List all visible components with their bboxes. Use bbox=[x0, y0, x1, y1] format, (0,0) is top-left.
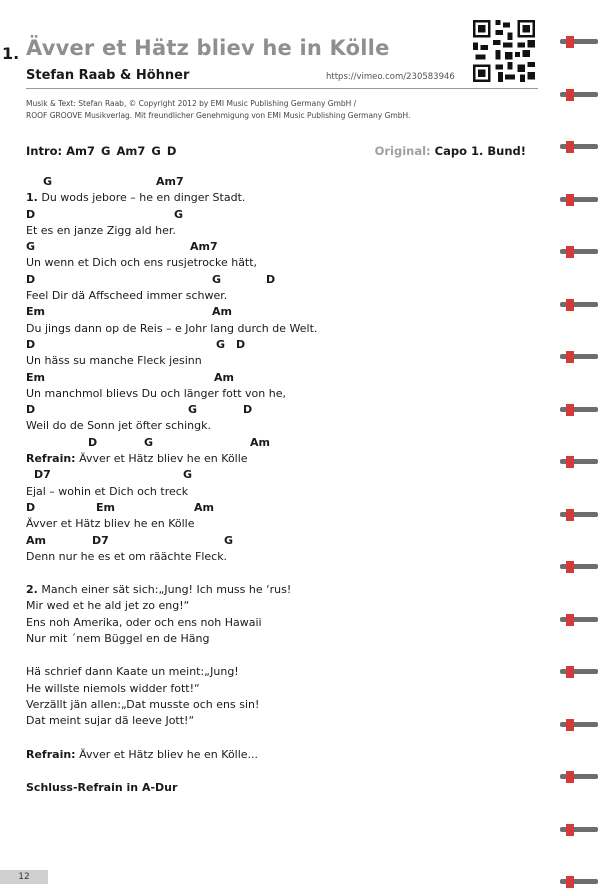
lyric-line bbox=[26, 190, 546, 206]
closing-instruction: Schluss-Refrain in A-Dur bbox=[26, 780, 178, 794]
lyric-line: Un wenn et Dich och ens rusjetrocke hätt, bbox=[26, 256, 258, 270]
chord: D bbox=[266, 272, 276, 286]
song-title: Ävver et Hätz bliev he in Kölle bbox=[26, 36, 390, 60]
lyric-text: Ävver et Hätz bliev he en Kölle... bbox=[79, 747, 259, 761]
chord-line bbox=[26, 304, 546, 320]
qr-code-icon[interactable] bbox=[473, 20, 535, 82]
binding-ring bbox=[560, 456, 598, 468]
lyric-line: He willste niemols widder fott!“ bbox=[26, 681, 200, 695]
chord: Am bbox=[214, 370, 234, 384]
stanza-gap bbox=[26, 730, 546, 747]
chord-line bbox=[26, 174, 546, 190]
video-url[interactable]: https://vimeo.com/230583946 bbox=[326, 72, 455, 82]
lyric-line: Un häss su manche Fleck jesinn bbox=[26, 354, 202, 368]
stanza-gap bbox=[26, 763, 546, 780]
chord: Am7 bbox=[156, 175, 184, 188]
lyric-line: Denn nur he es et om räächte Fleck. bbox=[26, 549, 228, 563]
lyric-line: Un manchmol blievs Du och länger fott von he, bbox=[26, 386, 286, 400]
lyric-line: Feel Dir dä Affscheed immer schwer. bbox=[26, 289, 228, 303]
chord: G bbox=[144, 435, 154, 449]
chord: G bbox=[183, 468, 193, 482]
chord-line bbox=[26, 500, 546, 516]
chord-line bbox=[26, 337, 546, 353]
binding-ring bbox=[560, 246, 598, 258]
verse-number: 1. bbox=[26, 191, 38, 205]
binding-ring bbox=[560, 509, 598, 521]
chord: Am7 bbox=[190, 240, 218, 254]
binding-ring bbox=[560, 141, 598, 153]
chord: D bbox=[243, 403, 253, 417]
chord: D bbox=[26, 403, 36, 417]
chord: G bbox=[188, 403, 198, 417]
binding-ring bbox=[560, 299, 598, 311]
intro-label: Intro: bbox=[26, 144, 63, 158]
chord: G bbox=[174, 207, 184, 221]
lyric-line: Et es en janze Zigg ald her. bbox=[26, 223, 176, 237]
lyric-text: Ävver et Hätz bliev he en Kölle bbox=[79, 452, 248, 466]
lyric-line: Ens noh Amerika, oder och ens noh Hawaii bbox=[26, 615, 262, 629]
capo-info: Capo 1. Bund! bbox=[434, 144, 526, 158]
chord: G bbox=[43, 175, 53, 188]
page-number: 12 bbox=[0, 870, 48, 884]
chord: D bbox=[26, 272, 36, 286]
chord: Em bbox=[26, 305, 45, 319]
lyric-line: Verzällt jän allen:„Dat musste och ens sin! bbox=[26, 697, 260, 711]
lyric-line: Ävver et Hätz bliev he en Kölle bbox=[26, 517, 195, 531]
binding-ring bbox=[560, 561, 598, 573]
chord-line bbox=[26, 370, 546, 386]
header-divider bbox=[26, 88, 538, 89]
binding-ring bbox=[560, 719, 598, 731]
refrain-label: Refrain: bbox=[26, 747, 76, 761]
lyric-line: Mir wed et he ald jet zo eng!“ bbox=[26, 599, 190, 613]
chord: Am bbox=[212, 305, 232, 319]
chord: D bbox=[236, 337, 246, 351]
refrain-repeat bbox=[26, 747, 546, 763]
lyric-line bbox=[26, 451, 546, 467]
chord: Em bbox=[26, 370, 45, 384]
refrain-label: Refrain: bbox=[26, 452, 76, 466]
intro-chords: Am7 G Am7 G D bbox=[66, 144, 177, 158]
binding-ring bbox=[560, 89, 598, 101]
lyric-text: Manch einer sät sich:„Jung! Ich muss he ‘rus! bbox=[41, 583, 292, 597]
chord: D7 bbox=[34, 468, 51, 482]
lyric-line: Ejal – wohin et Dich och treck bbox=[26, 484, 189, 498]
chord-line bbox=[26, 435, 546, 451]
binding-ring bbox=[560, 771, 598, 783]
lyric-text: Du wods jebore – he en dinger Stadt. bbox=[41, 191, 246, 205]
chord: D bbox=[26, 500, 36, 514]
binding-ring bbox=[560, 824, 598, 836]
intro-row bbox=[26, 144, 526, 158]
lyric-line: Weil do de Sonn jet öfter schingk. bbox=[26, 419, 211, 433]
binding-ring bbox=[560, 876, 598, 888]
chord: Am bbox=[26, 533, 46, 547]
chord: G bbox=[26, 240, 36, 254]
original-label: Original: bbox=[374, 144, 431, 158]
chord: D bbox=[26, 207, 36, 221]
copyright-notice bbox=[26, 98, 410, 122]
chord: G bbox=[212, 272, 222, 286]
chord: G bbox=[224, 533, 234, 547]
chord-line bbox=[26, 467, 546, 483]
chord-line bbox=[26, 402, 546, 418]
binding-ring bbox=[560, 404, 598, 416]
lyric-line: Du jings dann op de Reis – e Johr lang durch de Welt. bbox=[26, 321, 318, 335]
chord: D7 bbox=[92, 533, 109, 547]
verse-number: 2. bbox=[26, 583, 38, 597]
copyright-line: ROOF GROOVE Musikverlag. Mit freundlicher Genehmigung von EMI Music Publishing Germany GmbH. bbox=[26, 111, 411, 120]
song-body bbox=[26, 174, 546, 796]
binding-ring bbox=[560, 666, 598, 678]
chord-line bbox=[26, 207, 546, 223]
binding-ring bbox=[560, 36, 598, 48]
spiral-binding bbox=[556, 0, 600, 892]
chord: G bbox=[216, 337, 226, 351]
lyric-line: Hä schrief dann Kaate un meint:„Jung! bbox=[26, 665, 239, 679]
chord: Am bbox=[194, 500, 214, 514]
chord-line bbox=[26, 533, 546, 549]
chord: D bbox=[88, 435, 98, 449]
song-artist: Stefan Raab & Höhner bbox=[26, 68, 190, 83]
chord: Em bbox=[96, 500, 115, 514]
lyric-line: Nur mit ´nem Büggel en de Häng bbox=[26, 632, 210, 646]
stanza-gap bbox=[26, 647, 546, 664]
copyright-line: Musik & Text: Stefan Raab, © Copyright 2012 by EMI Music Publishing Germany GmbH / bbox=[26, 99, 357, 108]
original-note bbox=[375, 144, 526, 158]
chord-line bbox=[26, 272, 546, 288]
song-number: 1. bbox=[2, 44, 20, 63]
binding-ring bbox=[560, 194, 598, 206]
binding-ring bbox=[560, 614, 598, 626]
chord: Am bbox=[250, 435, 270, 449]
lyric-line bbox=[26, 582, 546, 598]
chord-line bbox=[26, 239, 546, 255]
lyric-line: Dat meint sujar dä leeve Jott!“ bbox=[26, 714, 195, 728]
chord: D bbox=[26, 337, 36, 351]
stanza-gap bbox=[26, 565, 546, 582]
binding-ring bbox=[560, 351, 598, 363]
